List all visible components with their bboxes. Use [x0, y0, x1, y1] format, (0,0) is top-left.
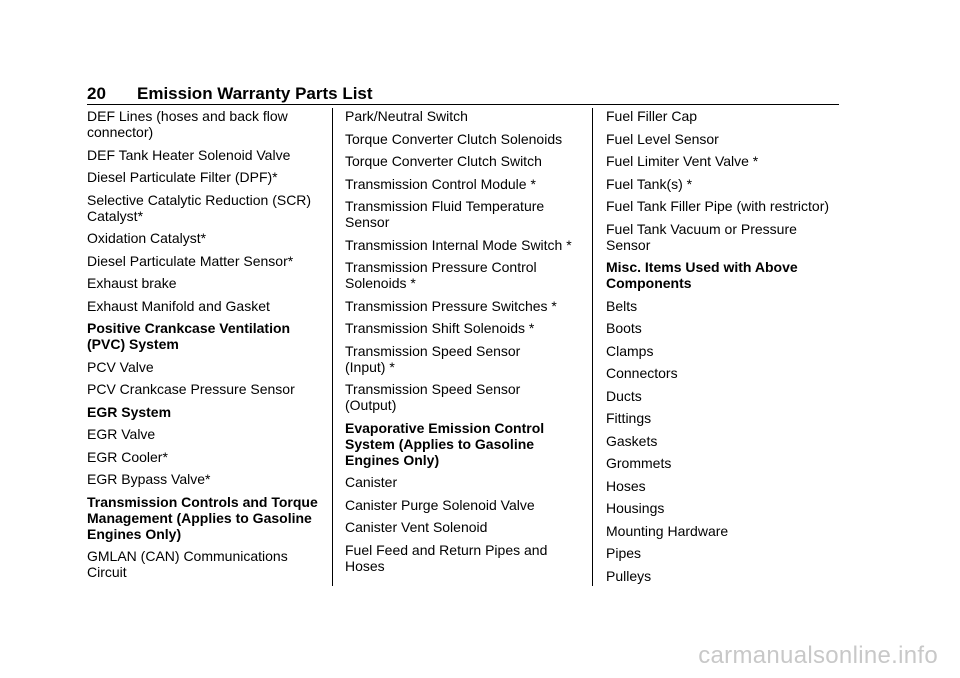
list-item: Fuel Tank(s) * [606, 175, 693, 192]
list-item: Canister [345, 474, 398, 490]
list-item: Torque Converter Clutch Switch [345, 153, 542, 169]
list-item: Gaskets [606, 432, 658, 449]
column-2 [345, 108, 585, 580]
list-item: Transmission Shift Solenoids * [345, 320, 535, 336]
column-1 [87, 108, 327, 587]
list-item: Transmission Speed Sensor (Output) [345, 381, 521, 413]
list-item: Transmission Pressure Control Solenoids * [345, 259, 537, 291]
page-number: 20 [87, 84, 106, 103]
list-item: Transmission Internal Mode Switch * [345, 236, 572, 253]
list-item: Housings [606, 500, 665, 516]
section-heading: Evaporative Emission Control System (Applies to Gasoline Engines Only) [345, 419, 545, 468]
section-heading: Misc. Items Used with Above Components [606, 259, 798, 291]
column-divider-1 [332, 108, 333, 586]
list-item: Ducts [606, 387, 642, 404]
list-item: Hoses [606, 477, 646, 494]
list-item: Diesel Particulate Matter Sensor* [87, 252, 294, 269]
list-item: Exhaust brake [87, 275, 177, 291]
list-item: EGR Bypass Valve* [87, 471, 211, 487]
section-heading: Transmission Controls and Torque Management (Applies to Gasoline Engines Only) [87, 493, 318, 542]
list-item: Fuel Tank Vacuum or Pressure Sensor [606, 220, 797, 253]
list-item: Belts [606, 297, 638, 314]
column-3 [606, 108, 846, 590]
list-item: EGR Valve [87, 426, 156, 442]
list-item: Transmission Speed Sensor (Input) * [345, 342, 521, 375]
list-item: Torque Converter Clutch Solenoids [345, 130, 563, 147]
column-divider-2 [592, 108, 593, 586]
list-item: Fuel Level Sensor [606, 130, 719, 147]
list-item: DEF Tank Heater Solenoid Valve [87, 146, 291, 163]
list-item: Diesel Particulate Filter (DPF)* [87, 169, 278, 185]
list-item: Fuel Limiter Vent Valve * [606, 153, 759, 169]
list-item: DEF Lines (hoses and back flow connector) [87, 108, 288, 140]
list-item: Exhaust Manifold and Gasket [87, 297, 270, 314]
list-item: Grommets [606, 455, 672, 471]
list-item: Selective Catalytic Reduction (SCR) Catalyst* [87, 191, 312, 224]
list-item: Transmission Pressure Switches * [345, 297, 557, 314]
section-heading: Positive Crankcase Ventilation (PVC) System [87, 320, 291, 352]
list-item: Boots [606, 320, 642, 336]
list-item: Canister Vent Solenoid [345, 519, 488, 535]
list-item: Connectors [606, 365, 678, 381]
list-item: Clamps [606, 342, 654, 359]
list-item: GMLAN (CAN) Communications Circuit [87, 548, 288, 580]
list-item: Pulleys [606, 567, 652, 584]
section-heading: EGR System [87, 403, 172, 420]
list-item: EGR Cooler* [87, 448, 168, 465]
list-item: Fuel Filler Cap [606, 108, 698, 124]
list-item: Oxidation Catalyst* [87, 230, 207, 246]
list-item: PCV Crankcase Pressure Sensor [87, 381, 295, 397]
list-item: Fittings [606, 410, 652, 426]
list-item: Pipes [606, 545, 642, 561]
list-item: Park/Neutral Switch [345, 108, 468, 124]
watermark: carmanualsonline.info [698, 642, 938, 669]
page-header [87, 84, 839, 105]
list-item: PCV Valve [87, 358, 154, 375]
list-item: Transmission Control Module * [345, 175, 536, 192]
list-item: Canister Purge Solenoid Valve [345, 496, 535, 513]
list-item: Transmission Fluid Temperature Sensor [345, 198, 545, 230]
list-item: Fuel Feed and Return Pipes and Hoses [345, 541, 548, 574]
list-item: Mounting Hardware [606, 522, 729, 539]
list-item: Fuel Tank Filler Pipe (with restrictor) [606, 198, 830, 214]
page-title: Emission Warranty Parts List [137, 84, 373, 103]
